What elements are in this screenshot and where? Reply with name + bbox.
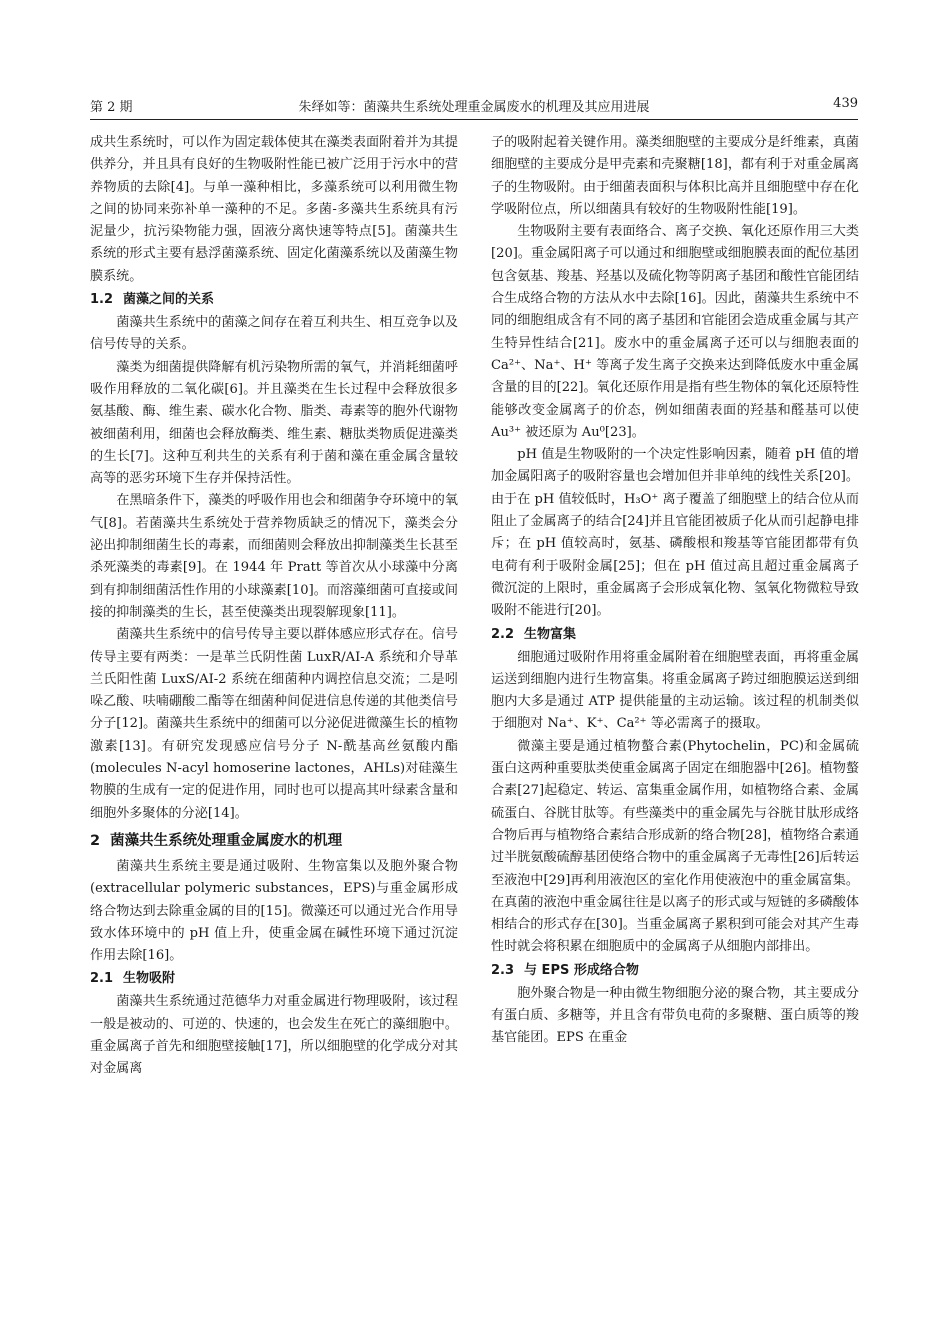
section-heading-2-3 (491, 960, 859, 982)
header-rule (90, 119, 858, 120)
section-title: 与 EPS 形成络合物 (524, 962, 639, 978)
paragraph: 生物吸附主要有表面络合、离子交换、氧化还原作用三大类[20]。重金属阳离子可以通过和细胞壁或细胞膜表面的配位基团包含氨基、羧基、羟基以及硫化物等阴离子基团和酸性官能团结合生成络合物的方法从水中去除[16]。因此，菌藻共生系统中不同的细胞组成含有不同的离子基团和官能团会造成重金属与其产生特异性结合[21]。废水中的重金属离子还可以与细胞表面的 Ca²⁺、Na⁺、H⁺ 等离子发生离子交换来达到降低废水中重金属含量的目的[22]。氧化还原作用是指有些生物体的氧化还原特性能够改变金属离子的价态，例如细菌表面的羟基和醛基可以使 Au³⁺ 被还原为 Au⁰[23]。 (491, 224, 859, 440)
paragraph: 细胞通过吸附作用将重金属附着在细胞壁表面，再将重金属运送到细胞内进行生物富集。将重金属离子跨过细胞膜运送到细胞内大多是通过 ATP 提供能量的主动运输。该过程的机制类似于细胞对 Na⁺、K⁺、Ca²⁺ 等必需离子的摄取。 (491, 649, 859, 732)
paragraph: 在黑暗条件下，藻类的呼吸作用也会和细菌争夺环境中的氧气[8]。若菌藻共生系统处于营养物质缺乏的情况下，藻类会分泌出抑制细菌生长的毒素，而细菌则会释放出抑制藻类生长甚至杀死藻类的毒素[9]。在 1944 年 Pratt 等首次从小球藻中分离到有抑制细菌活性作用的小球藻素[10]。而溶藻细菌可直接或间接的抑制藻类的生长，甚至使藻类出现裂解现象[11]。 (90, 493, 458, 620)
section-title: 生物吸附 (123, 971, 176, 987)
paragraph: 菌藻共生系统主要是通过吸附、生物富集以及胞外聚合物(extracellular polymeric substances，EPS)与重金属形成络合物达到去除重金属的目的[15]。微藻还可以通过光合作用导致水体环境中的 pH 值上升，使重金属在碱性环境下通过沉淀作用去除[16]。 (90, 858, 458, 964)
section-number: 2.3 (491, 962, 515, 978)
issue-number: 第 2 期 (90, 100, 133, 115)
paragraph: 菌藻共生系统中的菌藻之间存在着互利共生、相互竞争以及信号传导的关系。 (90, 315, 458, 353)
section-title: 菌藻共生系统处理重金属废水的机理 (110, 832, 343, 849)
paragraph: 菌藻共生系统通过范德华力对重金属进行物理吸附，该过程一般是被动的、可逆的、快速的，也会发生在死亡的藻细胞中。重金属离子首先和细胞壁接触[17]，所以细胞壁的化学成分对其对金属离 (90, 994, 458, 1077)
paragraph: 藻类为细菌提供降解有机污染物所需的氧气，并消耗细菌呼吸作用释放的二氧化碳[6]。并且藻类在生长过程中会释放很多氨基酸、酶、维生素、碳水化合物、脂类、毒素等的胞外代谢物被细菌利用，细菌也会释放酶类、维生素、糖肽类物质促进藻类的生长[7]。这种互利共生的关系有利于菌和藻在重金属含量较高等的恶劣环境下生存并保持活性。 (90, 359, 458, 487)
section-heading-2 (90, 829, 458, 853)
running-header (90, 96, 858, 118)
running-title: 朱绎如等：菌藻共生系统处理重金属废水的机理及其应用进展 (298, 100, 650, 115)
section-title: 菌藻之间的关系 (123, 292, 215, 308)
right-column (491, 132, 859, 1050)
paragraph: 子的吸附起着关键作用。藻类细胞壁的主要成分是纤维素，真菌细胞壁的主要成分是甲壳素和壳聚糖[18]，都有利于对重金属离子的生物吸附。由于细菌表面积与体积比高并且细胞壁中存在化学吸附位点，所以细菌具有较好的生物吸附性能[19]。 (491, 135, 859, 217)
paragraph: 菌藻共生系统中的信号传导主要以群体感应形式存在。信号传导主要有两类：一是革兰氏阴性菌 LuxR/AI-A 系统和介导革兰氏阳性菌 LuxS/AI-2 系统在细菌种内调控信息交流；二是吲哚乙酸、呋喃硼酸二酯等在细菌种间促进信息传递的其他类信号分子[12]。菌藻共生系统中的细菌可以分泌促进微藻生长的植物激素[13]。有研究发现感应信号分子 N-酰基高丝氨酸内酯(molecules N-acyl homoserine lactones，AHLs)对硅藻生物膜的生成有一定的促进作用，同时也可以提高其叶绿素含量和细胞外多聚体的分泌[14]。 (90, 627, 458, 821)
paragraph: 胞外聚合物是一种由微生物细胞分泌的聚合物，其主要成分有蛋白质、多糖等，并且含有带负电荷的多聚糖、蛋白质等的羧基官能团。EPS 在重金 (491, 985, 859, 1046)
section-heading-2-1 (90, 968, 458, 990)
section-title: 生物富集 (524, 626, 577, 642)
section-heading-2-2 (491, 624, 859, 646)
section-heading-1-2 (90, 289, 458, 311)
left-column (90, 132, 458, 1081)
paragraph: 微藻主要是通过植物螯合素(Phytochelin，PC)和金属硫蛋白这两种重要肽类使重金属离子固定在细胞器中[26]。植物螯合素[27]起稳定、转运、富集重金属作用，如植物络合素、金属硫蛋白、谷胱甘肽等。有些藻类中的重金属先与谷胱甘肽形成络合物后再与植物络合素结合形成新的络合物[28]，植物络合素通过半胱氨酸硫醇基团使络合物中的重金属离子无毒性[26]后转运至液泡中[29]再利用液泡区的室化作用使液泡中的重金属富集。在真菌的液泡中重金属往往是以离子的形式或与短链的多磷酸体相结合的形式存在[30]。当重金属离子累积到可能会对其产生毒性时就会将积累在细胞质中的金属离子从细胞内部排出。 (491, 738, 859, 955)
section-number: 2.2 (491, 626, 515, 642)
section-number: 1.2 (90, 292, 114, 308)
section-number: 2 (90, 832, 101, 849)
section-number: 2.1 (90, 971, 114, 987)
page-number: 439 (833, 96, 858, 111)
paragraph: 成共生系统时，可以作为固定载体使其在藻类表面附着并为其提供养分，并且具有良好的生物吸附性能已被广泛用于污水中的营养物质的去除[4]。与单一藻种相比，多藻系统可以利用微生物之间的协同来弥补单一藻种的不足。多菌-多藻共生系统具有污泥量少，抗污染物能力强，固液分离快速等特点[5]。菌藻共生系统的形式主要有悬浮菌藻系统、固定化菌藻系统以及菌藻生物膜系统。 (90, 135, 458, 284)
paragraph: pH 值是生物吸附的一个决定性影响因素，随着 pH 值的增加金属阳离子的吸附容量也会增加但并非单纯的线性关系[20]。由于在 pH 值较低时，H₃O⁺ 离子覆盖了细胞壁上的结合位从而阻止了金属离子的结合[24]并且官能团被质子化从而引起静电排斥；在 pH 值较高时，氨基、磷酸根和羧基等官能团都带有负电荷有利于吸附金属[25]；但在 pH 值过高且超过重金属离子微沉淀的上限时，重金属离子会形成氧化物、氢氧化物微粒导致吸附不能进行[20]。 (491, 447, 859, 619)
